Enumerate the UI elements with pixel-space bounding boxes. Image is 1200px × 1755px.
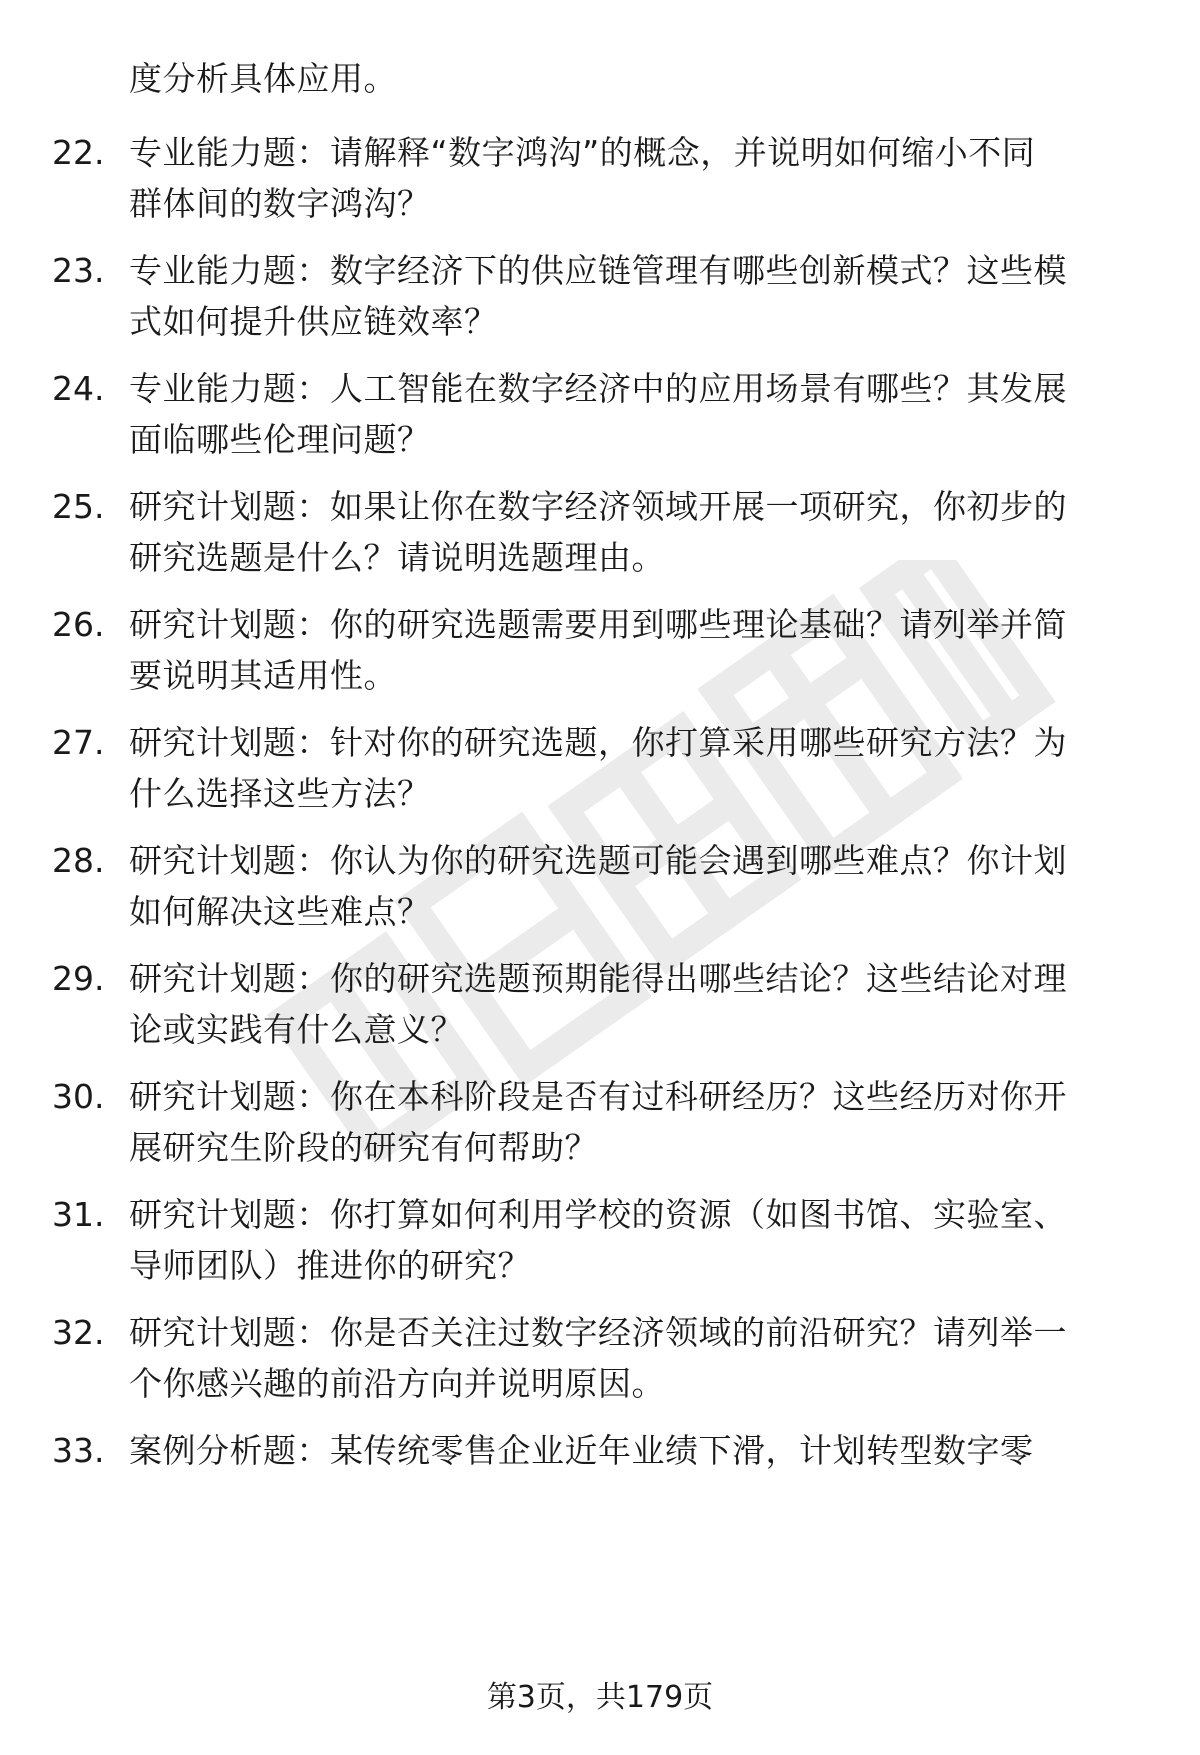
item-line: 研究计划题：你认为你的研究选题可能会遇到哪些难点？你计划 bbox=[129, 841, 1067, 880]
item-line: 研究选题是什么？请说明选题理由。 bbox=[129, 538, 665, 577]
item-line: 如何解决这些难点？ bbox=[129, 892, 431, 931]
item-line: 面临哪些伦理问题？ bbox=[129, 420, 431, 459]
page-number-footer: 第3页，共179页 bbox=[486, 1680, 714, 1715]
item-line: 专业能力题：人工智能在数字经济中的应用场景有哪些？其发展 bbox=[129, 369, 1067, 408]
item-number: 30. bbox=[52, 1077, 105, 1116]
item-number: 28. bbox=[52, 841, 105, 880]
item-number: 24. bbox=[52, 369, 105, 408]
item-number: 32. bbox=[52, 1313, 105, 1352]
item-line: 展研究生阶段的研究有何帮助？ bbox=[129, 1128, 598, 1167]
item-number: 25. bbox=[52, 487, 105, 526]
item-line: 论或实践有什么意义？ bbox=[129, 1010, 464, 1049]
item-line: 研究计划题：你是否关注过数字经济领域的前沿研究？请列举一 bbox=[129, 1313, 1067, 1352]
item-number: 22. bbox=[52, 133, 105, 172]
item-line: 式如何提升供应链效率？ bbox=[129, 302, 498, 341]
item-line: 研究计划题：你的研究选题预期能得出哪些结论？这些结论对理 bbox=[129, 959, 1067, 998]
item-line: 研究计划题：你的研究选题需要用到哪些理论基础？请列举并简 bbox=[129, 605, 1067, 644]
item-line: 什么选择这些方法？ bbox=[129, 774, 431, 813]
item-line: 研究计划题：针对你的研究选题，你打算采用哪些研究方法？为 bbox=[129, 723, 1067, 762]
item-line: 导师团队）推进你的研究？ bbox=[129, 1246, 531, 1285]
item-line: 研究计划题：你打算如何利用学校的资源（如图书馆、实验室、 bbox=[129, 1195, 1067, 1234]
item-number: 23. bbox=[52, 251, 105, 290]
item-number: 26. bbox=[52, 605, 105, 644]
item-number: 27. bbox=[52, 723, 105, 762]
item-line: 要说明其适用性。 bbox=[129, 656, 397, 695]
intro-continuation: 度分析具体应用。 bbox=[129, 59, 397, 98]
item-number: 31. bbox=[52, 1195, 105, 1234]
item-line: 研究计划题：如果让你在数字经济领域开展一项研究，你初步的 bbox=[129, 487, 1067, 526]
item-line: 群体间的数字鸿沟？ bbox=[129, 184, 431, 223]
item-line: 研究计划题：你在本科阶段是否有过科研经历？这些经历对你开 bbox=[129, 1077, 1067, 1116]
item-line: 专业能力题：请解释“数字鸿沟”的概念，并说明如何缩小不同 bbox=[129, 133, 1036, 172]
item-number: 33. bbox=[52, 1431, 105, 1470]
item-line: 个你感兴趣的前沿方向并说明原因。 bbox=[129, 1364, 665, 1403]
item-line: 案例分析题：某传统零售企业近年业绩下滑，计划转型数字零 bbox=[129, 1431, 1034, 1470]
item-line: 专业能力题：数字经济下的供应链管理有哪些创新模式？这些模 bbox=[129, 251, 1067, 290]
item-number: 29. bbox=[52, 959, 105, 998]
